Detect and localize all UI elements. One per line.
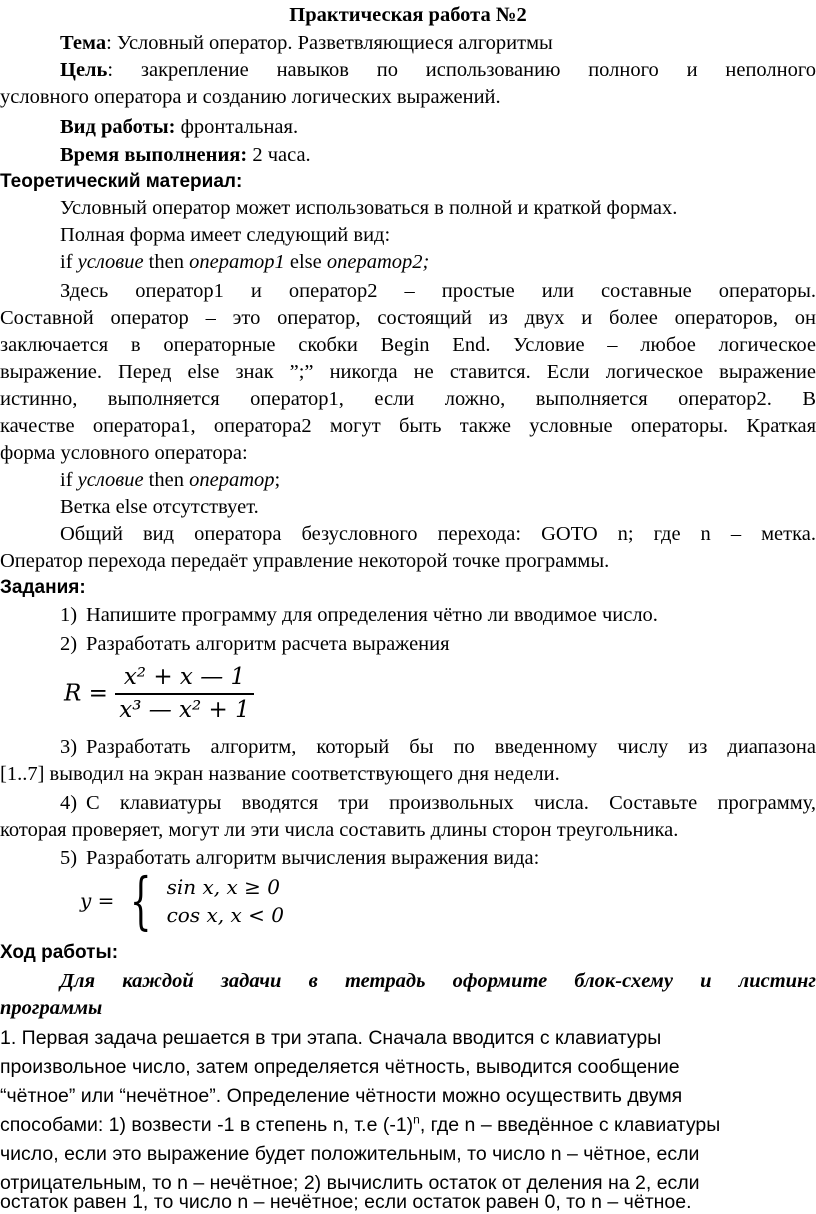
progress-para-line: 1. Первая задача решается в три этапа. Сначала вводится с клавиатуры: [0, 1027, 662, 1049]
progress-note-line-2: программы: [0, 997, 103, 1019]
formula-r-numerator: x² + x — 1: [115, 664, 254, 695]
time-value: 2 часа.: [247, 144, 311, 166]
task-item-4: [0, 790, 816, 817]
syntax-short: [0, 467, 816, 494]
left-brace-icon: {: [129, 864, 152, 937]
syntax-op: оператор: [189, 469, 275, 491]
task-text: Напишите программу для определения чётно ли вводимое число.: [86, 604, 658, 626]
syntax-cond: условие: [77, 469, 144, 491]
progress-note-line-1: Для каждой задачи в тетрадь оформите блок-схему и листинг: [60, 970, 816, 992]
work-type-line: [0, 114, 816, 141]
power-superscript: n: [413, 1112, 420, 1127]
task-item-3-cont: [1..7] выводил на экран название соответствующего дня недели.: [0, 763, 560, 785]
task-text: Разработать алгоритм вычисления выражения вида:: [86, 847, 540, 869]
goto-line-1: Общий вид оператора безусловного перехода: GOTO n; где n – метка.: [60, 523, 816, 545]
task-number: 3): [60, 736, 78, 758]
task-number: 5): [60, 847, 78, 869]
time-label: Время выполнения:: [60, 144, 248, 166]
progress-para-tail: , где n – введённое с клавиатуры: [419, 1114, 721, 1136]
goto-line-2: Оператор перехода передаёт управление некоторой точке программы.: [0, 550, 610, 572]
syntax-semicolon: ;: [274, 469, 281, 491]
syntax-full: [0, 249, 816, 276]
no-else-line: Ветка else отсутствует.: [60, 496, 259, 518]
work-type-value: фронтальная.: [175, 116, 299, 138]
syntax-op1: оператор1: [189, 251, 285, 273]
kw-then: then: [143, 251, 190, 273]
goal-line-1: [0, 57, 816, 84]
task-item-1: [0, 602, 816, 629]
goal-label: Цель: [60, 59, 108, 81]
progress-para-line: остаток равен 1, то число n – нечётное; если остаток равен 0, то n – чётное.: [0, 1191, 692, 1213]
formula-y-case-2: cos x, x < 0: [166, 903, 284, 927]
goal-line-2: условного оператора и созданию логических выражений.: [0, 86, 501, 108]
formula-r-denominator: x³ — x² + 1: [119, 697, 250, 724]
theory-line-1: Условный оператор может использоваться в полной и краткой формах.: [60, 197, 678, 219]
theory-line-2: Полная форма имеет следующий вид:: [60, 224, 391, 246]
theory-para-line: заключается в операторные скобки Begin End. Условие – любое логическое: [0, 334, 816, 356]
task-number: 2): [60, 633, 78, 655]
formula-y-lhs: y =: [80, 888, 115, 913]
progress-para-line: произвольное число, затем определяется чётность, выводится сообщение: [0, 1056, 680, 1078]
task-item-2: [0, 631, 816, 658]
progress-para-line: “чётное” или “нечётное”. Определение чётности можно осуществить двумя: [0, 1085, 683, 1107]
formula-r-fraction: [115, 664, 254, 724]
theory-para-line: качестве оператора1, оператора2 могут быть также условные операторы. Краткая: [0, 415, 816, 437]
theory-para-line: Здесь оператор1 и оператор2 – простые или составные операторы.: [60, 280, 816, 302]
task-text: С клавиатуры вводятся три произвольных числа. Составьте программу,: [86, 792, 816, 814]
kw-if: if: [60, 469, 78, 491]
formula-y-cases: [167, 873, 284, 929]
syntax-cond: условие: [77, 251, 144, 273]
progress-para-line-4: [0, 1111, 816, 1139]
syntax-op2: оператор2;: [326, 251, 430, 273]
task-item-3: [0, 734, 816, 761]
theory-para-line: Составной оператор – это оператор, состоящий из двух и более операторов, он: [0, 307, 816, 329]
tasks-heading: Задания:: [0, 577, 86, 598]
formula-y-case-1: sin x, x ≥ 0: [166, 875, 280, 899]
progress-para-line: число, если это выражение будет положительным, то число n – чётное, если: [0, 1143, 700, 1165]
task-text: Разработать алгоритм, который бы по введенному числу из диапазона: [86, 736, 816, 758]
task-text: Разработать алгоритм расчета выражения: [86, 633, 450, 655]
kw-if: if: [60, 251, 78, 273]
work-type-label: Вид работы:: [60, 116, 176, 138]
progress-heading: Ход работы:: [0, 942, 119, 963]
formula-r: [64, 664, 254, 724]
task-item-4-cont: которая проверяет, могут ли эти числа составить длины сторон треугольника.: [0, 819, 679, 841]
topic-text: : Условный оператор. Разветвляющиеся алгоритмы: [106, 32, 553, 54]
topic-label: Тема: [60, 32, 107, 54]
task-number: 4): [60, 792, 78, 814]
time-line: [0, 142, 816, 169]
progress-para-text: способами: 1) возвести -1 в степень n, т.е (-1): [0, 1114, 414, 1136]
theory-para-line: форма условного оператора:: [0, 442, 248, 464]
formula-y: [80, 864, 284, 937]
task-number: 1): [60, 604, 78, 626]
progress-para-line: отрицательным, то n – нечётное; 2) вычислить остаток от деления на 2, если: [0, 1172, 700, 1194]
kw-else: else: [284, 251, 327, 273]
kw-then: then: [143, 469, 190, 491]
theory-heading: Теоретический материал:: [0, 171, 243, 192]
page-title: Практическая работа №2: [289, 4, 527, 26]
theory-para-line: истинно, выполняется оператор1, если ложно, выполняется оператор2. В: [0, 388, 816, 410]
goal-text-1: : закрепление навыков по использованию полного и неполного: [107, 59, 816, 81]
task-item-5: [0, 845, 816, 872]
topic-line: [0, 30, 816, 57]
theory-para-line: выражение. Перед else знак ”;” никогда не ставится. Если логическое выражение: [0, 361, 816, 383]
formula-r-lhs: R =: [64, 680, 108, 707]
